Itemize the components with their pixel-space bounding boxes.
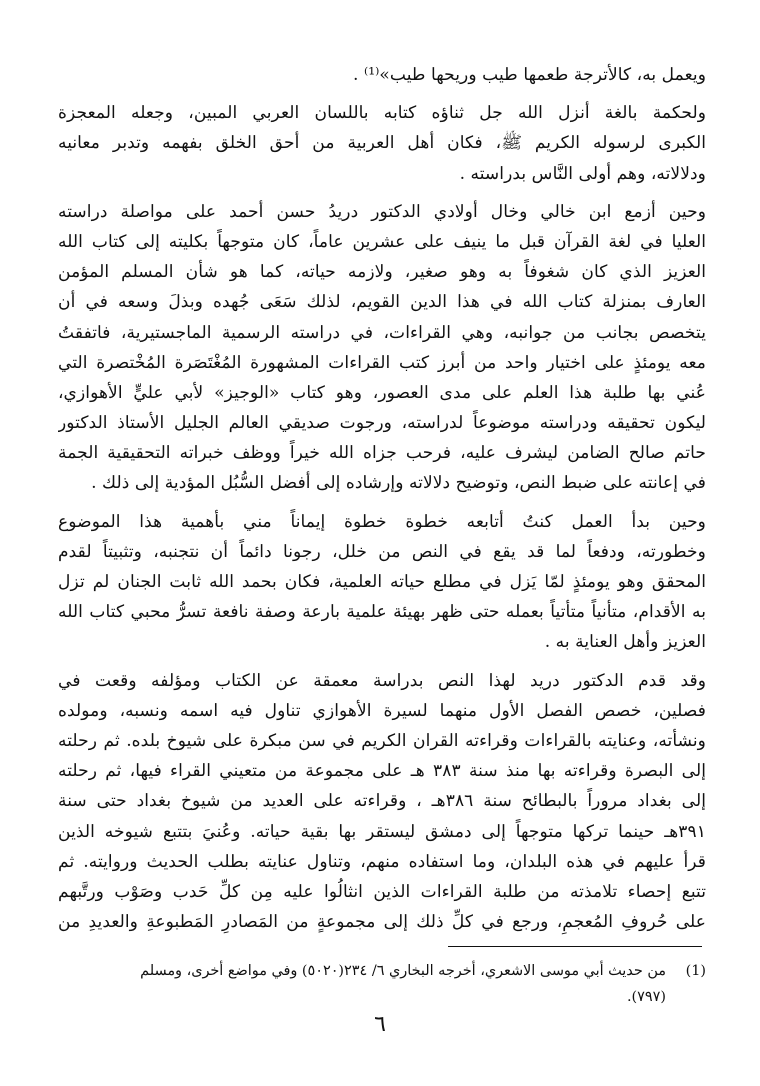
text-line: العزيز وأهل العناية به . (544, 632, 706, 653)
page-number: ٦ (374, 1012, 386, 1037)
text-line: فصلين، خصص الفصل الأول منهما لسيرة الأهوازي تناول فيه اسمه ونسبه، ومولده (58, 700, 706, 721)
text-line: على حُروفِ المُعجمِ، ورجع في كلِّ ذلك إلى مجموعةٍ من المَصادرِ المَطبوعةِ والعديدِ من (58, 912, 706, 933)
text-line: ودلالاته، وهم أولى النَّاس بدراسته . (459, 163, 706, 184)
footnote-text: من حديث أبي موسى الاشعري، أخرجه البخاري ٦/ ٢٣٤(٥٠٢٠) وفي مواضع أخرى، ومسلم (140, 963, 666, 979)
paragraph-gap (58, 499, 706, 507)
text-line: وقد قدم الدكتور دريد لهذا النص بدراسة معمقة عن الكتاب ومؤلفه وقعت في (58, 670, 706, 691)
text-line: العليا في لغة القرآن قبل ما ينيف على عشرين عاماً، كان متوجهاً بكليته إلى كتاب الله (58, 231, 706, 252)
footnote (58, 958, 706, 1010)
text-line: قرأ عليهم في هذه البلدان، وما استفاده منهم، وتناول عنايته بطلب الحديث وروايته. ثم (58, 851, 706, 872)
text-line: معه يومئذٍ على اختيار واحد من أبرز كتب القراءات المشهورة المُغْتَصَرة المُخْتصرة التي (58, 352, 706, 373)
footnote-line-1 (58, 958, 706, 984)
paragraph-gap (58, 658, 706, 666)
text-line: ولحكمة بالغة أنزل الله جل ثناؤه كتابه باللسان العربي المبين، وجعله المعجزة (58, 103, 706, 124)
text-line: عُني بها طلبة هذا العلم على مدى العصور، وهو كتاب «الوجيز» لأبي عليٍّ الأهوازي، (58, 382, 706, 403)
text-line: العزيز الذي كان شغوفاً به وهو صغير، ولازمه حياته، كما هو شأن المسلم المؤمن (58, 262, 706, 283)
text-line: إلى البصرة وقراءته بها منذ سنة ٣٨٣ هـ على مجموعة من متعيني القراء فيها، ثم رحلته (58, 761, 706, 782)
text-line: ٣٩١هـ حينما تركها متوجهاً إلى دمشق ليستقر بها بقية حياته. وعُنيَ بتتبع شيوخه الذين (58, 821, 706, 842)
text-line: إلى بغداد مروراً بالبطائح سنة ٣٨٦هـ ، وقراءته على العديد من شيوخ بغداد حتى سنة (58, 791, 706, 812)
text-line: ونشأته، وعنايته بالقراءات وقراءته القران الكريم في سن مبكرة على شيوخ بلده. ثم رحلته (58, 730, 706, 751)
text-line: وحين أزمع ابن خالي وخال أولادي الدكتور دريدُ حسن أحمد على مواصلة دراسته (58, 201, 706, 222)
footnote-line-2: (٧٩٧). (626, 989, 666, 1005)
text-line: به الأقدام، متأنياً متأتياً بعمله حتى ظهر بهيئة علمية بارعة وصفة نافعة تسرُّ محبي كتاب الله (58, 602, 706, 623)
text-line: تتبع إحصاء تلامذته من طلبة القراءات الذين انثالُوا عليه مِن كلِّ حَدب وصَوْب ورتَّبهم (58, 881, 706, 902)
text-line: حاتم صالح الضامن ليشرف عليه، فرحب جزاه الله خيراً ووظف خبراته التحقيقية الجمة (58, 443, 706, 464)
text-line: وحين بدأ العمل كنتُ أتابعه خطوة خطوة إيماناً مني بأهمية هذا الموضوع (58, 511, 706, 532)
text-line: ويعمل به، كالأترجة طعمها طيب وريحها طيب»⁽¹⁾ . (353, 65, 706, 85)
footnote-number: (1) (685, 963, 706, 979)
text-line: يتخصص بجانب من جوانبه، وهي القراءات، في دراسته الرسمية الماجستيرية، فاتفقتُ (58, 322, 706, 343)
text-line: وخطورته، ودفعاً لما قد يقع في النص من خلل، رجونا دائماً أن نتجنبه، وتثبيتاً لقدم (58, 541, 706, 562)
paragraph-gap (58, 90, 706, 98)
text-line: الكبرى لرسوله الكريم ﷺ، فكان أهل العربية من أحق الخلق بفهمه وتدبر معانيه (58, 133, 706, 154)
text-line: العارف بمنزلة كتاب الله في هذا الدين القويم، لذلك سَعَى جُهده وبذلَ وسعه في أن (58, 292, 706, 313)
main-text (58, 60, 706, 937)
paragraph-gap (58, 189, 706, 197)
text-line: المحقق وهو يومئذٍ لمّا يَزل في مطلع حياته العلمية، فكان بحمد الله ثابت الجنان لم تزل (58, 572, 706, 592)
footnote-divider (448, 946, 702, 947)
text-line: في إعانته على ضبط النص، وتوضيح دلالاته وإرشاده إلى أفضل السُّبُل المؤدية إلى ذلك . (91, 473, 706, 494)
text-line: ليكون تحقيقه ودراسته موضوعاً لدراسته، ورجوت صديقي العالم الجليل الأستاذ الدكتور (58, 413, 706, 434)
